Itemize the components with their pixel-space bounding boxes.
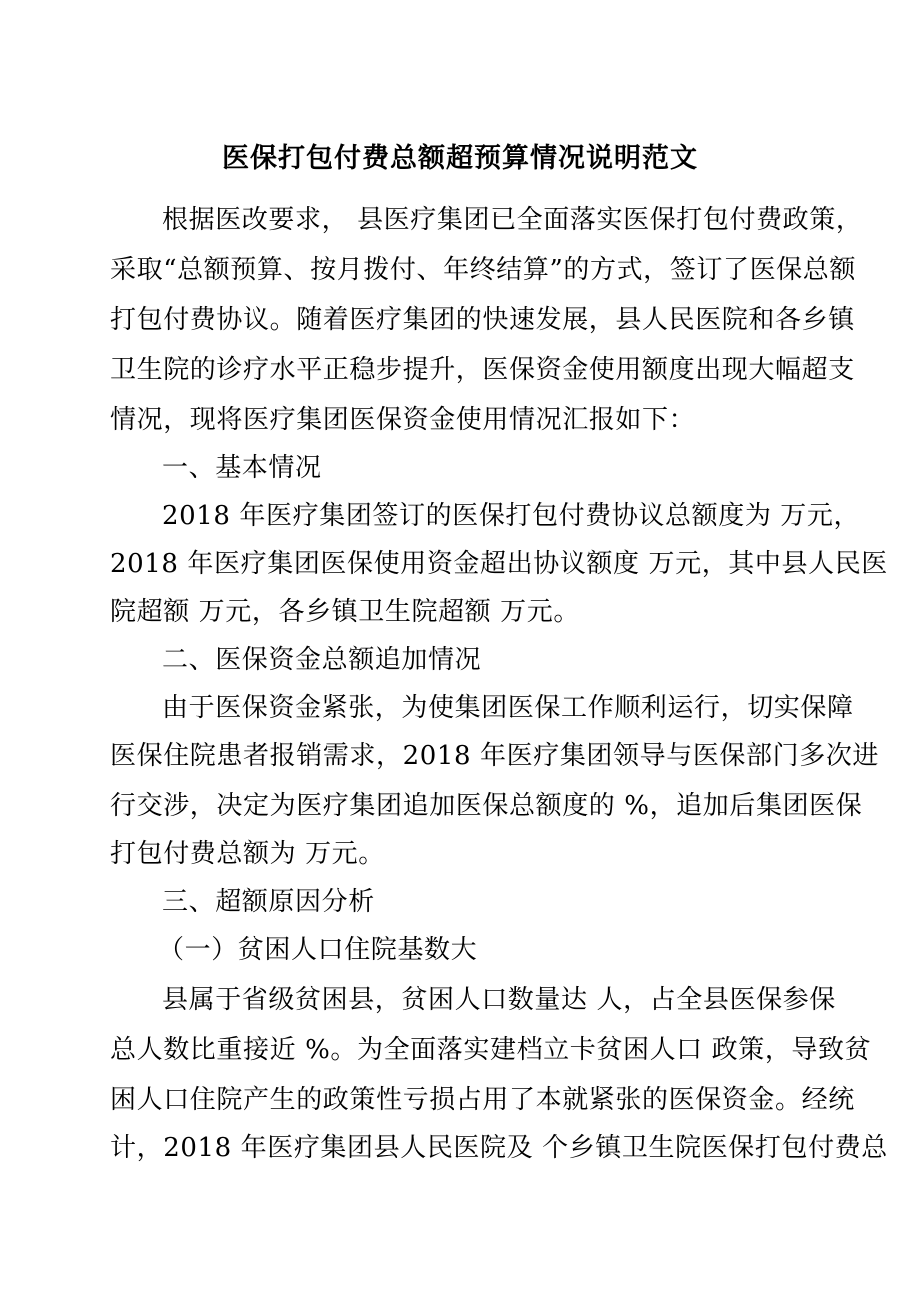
paragraph-line: 行交涉，决定为医疗集团追加医保总额度的 %，追加后集团医保 (110, 791, 863, 821)
paragraph-line: 采取“总额预算、按月拨付、年终结算”的方式，签订了医保总额 (110, 255, 856, 285)
paragraph-line: 打包付费总额为 万元。 (110, 839, 385, 869)
paragraph-line: 医保住院患者报销需求，2018 年医疗集团领导与医保部门多次进 (110, 741, 880, 771)
section-heading: 三、超额原因分析 (162, 887, 375, 917)
paragraph-line: 由于医保资金紧张，为使集团医保工作顺利运行，切实保障 (162, 693, 854, 723)
subsection-heading: （一）贫困人口住院基数大 (158, 935, 478, 965)
paragraph-line: 计，2018 年医疗集团县人民医院及 个乡镇卫生院医保打包付费总 (110, 1133, 888, 1163)
section-heading: 一、基本情况 (162, 453, 322, 483)
paragraph-line: 打包付费协议。随着医疗集团的快速发展，县人民医院和各乡镇 (110, 305, 855, 335)
paragraph-line: 卫生院的诊疗水平正稳步提升，医保资金使用额度出现大幅超支 (110, 355, 855, 385)
paragraph-line: 县属于省级贫困县，贫困人口数量达 人，占全县医保参保 (162, 985, 836, 1015)
paragraph-line: 院超额 万元，各乡镇卫生院超额 万元。 (110, 597, 580, 627)
paragraph-line: 总人数比重接近 %。为全面落实建档立卡贫困人口 政策，导致贫 (110, 1035, 872, 1065)
paragraph-line: 情况，现将医疗集团医保资金使用情况汇报如下： (110, 405, 696, 435)
paragraph-line: 2018 年医疗集团医保使用资金超出协议额度 万元，其中县人民医 (110, 549, 888, 579)
paragraph-line: 2018 年医疗集团签订的医保打包付费协议总额度为 万元， (162, 501, 861, 531)
document-title: 医保打包付费总额超预算情况说明范文 (222, 143, 698, 174)
paragraph-line: 根据医改要求， 县医疗集团已全面落实医保打包付费政策， (162, 205, 863, 235)
section-heading: 二、医保资金总额追加情况 (162, 645, 482, 675)
paragraph-line: 困人口住院产生的政策性亏损占用了本就紧张的医保资金。经统 (110, 1085, 855, 1115)
